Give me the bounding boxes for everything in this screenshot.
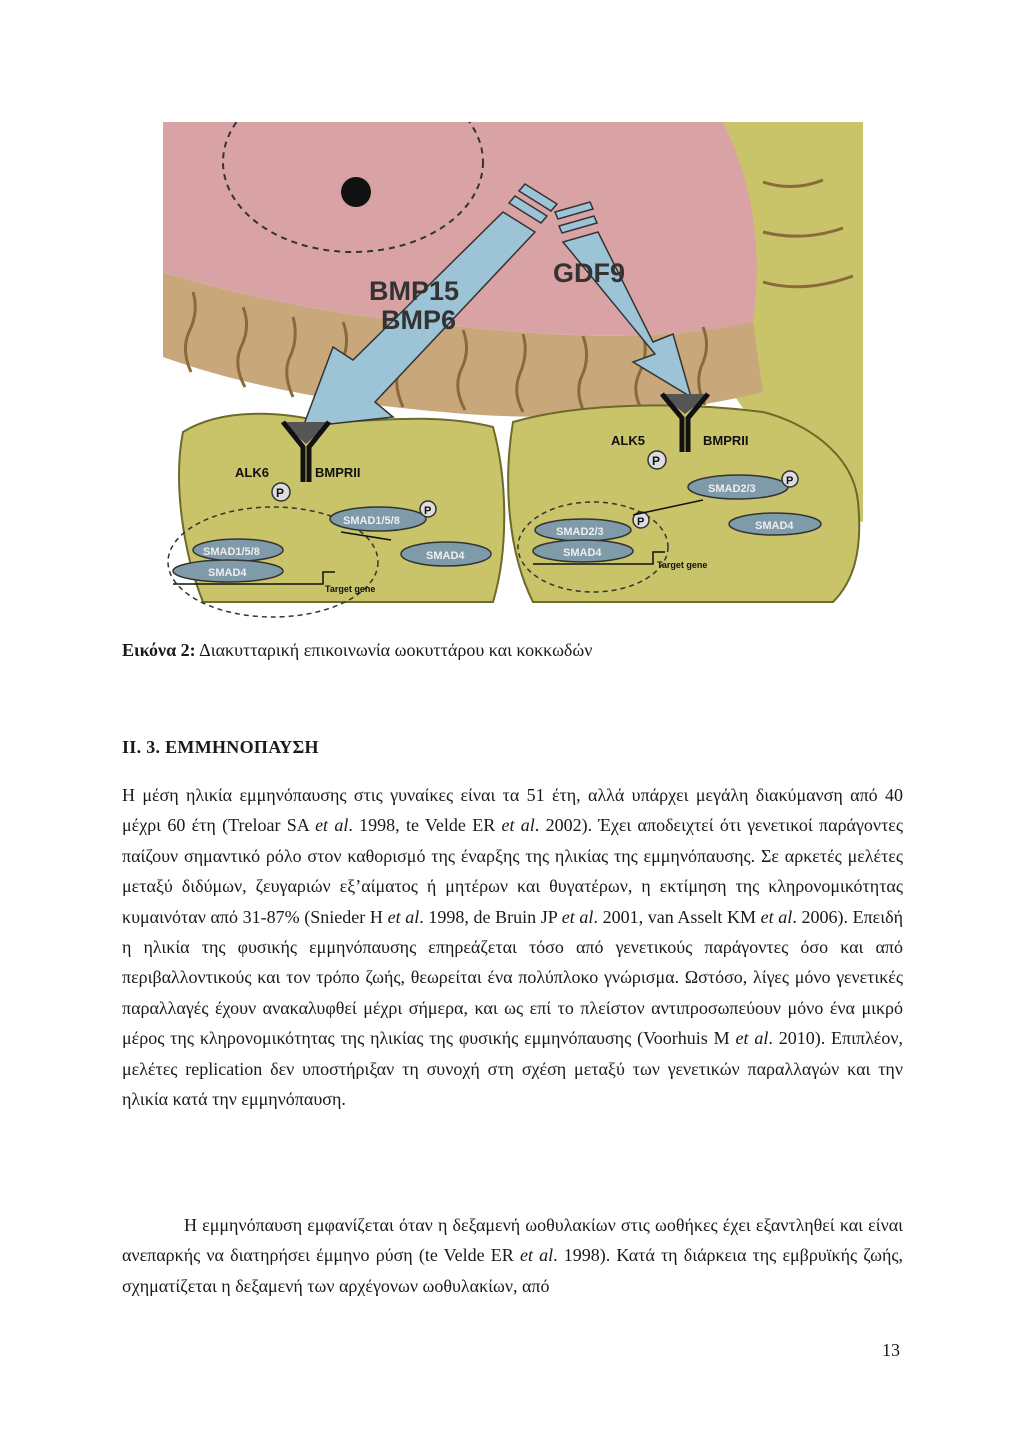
et-al: et al <box>561 906 594 927</box>
label-bmp15: BMP15 <box>369 276 460 306</box>
smad4-right-cytoplasm: SMAD4 <box>755 520 794 532</box>
paragraph-1 <box>122 780 903 1114</box>
paragraph-1-text: . 2010). Επιπλέον, μελέτες replication δεν υποστήριξαν τη συνοχή στη σχέση μεταξύ των γενετικών παραλλαγών και την ηλικία κατά την εμμηνόπαυση. <box>122 1028 903 1110</box>
smad158-nucleus: SMAD1/5/8 <box>203 546 260 558</box>
page-number: 13 <box>882 1340 900 1360</box>
smad4-left-cytoplasm: SMAD4 <box>426 550 465 562</box>
et-al: et al <box>519 1245 554 1266</box>
paragraph-1-text: . 1998, de Bruin JP <box>419 906 562 927</box>
nucleolus <box>341 177 371 207</box>
et-al: et al <box>760 906 793 927</box>
target-gene-right: Target gene <box>657 560 708 570</box>
label-bmp6: BMP6 <box>381 305 457 335</box>
smad23-nucleus: SMAD2/3 <box>556 526 604 538</box>
caption-label: Εικόνα 2: <box>122 640 196 660</box>
oocyte-granulosa-signaling-figure <box>163 122 863 618</box>
paragraph-2-text: . 1998). Κατά τη διάρκεια της εμβρυϊκής ζωής, σχηματίζεται η δεξαμενή των αρχέγονων ωοθυλακίων, από <box>122 1245 903 1296</box>
et-al: et al <box>315 815 349 836</box>
p-badge-alk5: P <box>652 454 661 468</box>
p-badge-alk6: P <box>276 486 285 500</box>
p-badge-smad158: P <box>424 505 432 517</box>
smad23-cytoplasm: SMAD2/3 <box>708 483 756 495</box>
label-gdf9: GDF9 <box>553 258 626 288</box>
paragraph-1-text: Η μέση ηλικία εμμηνόπαυσης στις γυναίκες είναι τα 51 έτη, αλλά υπάρχει μεγάλη διακύμανση από 40 μέχρι 60 έτη (Treloar SA <box>122 785 903 836</box>
paragraph-1-text: . 2001, van Asselt KM <box>593 906 761 927</box>
paragraph-1-text: . 2006). Επειδή η ηλικία της φυσικής εμμηνόπαυσης επηρεάζεται τόσο από γενετικούς παράγοντες όσο και από περιβαλλοντικούς και τον τρόπο ζωής, θεωρείται ένα πολύπλοκο γνώρισμα. Ωστόσο, λίγες μόνο γενετικές παραλλαγές έχουν ανακαλυφθεί μέχρι σήμερα, και ως επί το πλείστον αντιπροσωπεύουν μόνο ένα μικρό μέρος της κληρονομικότητας της ηλικίας της φυσικής εμμηνόπαυσης (Voorhuis M <box>122 906 903 1049</box>
label-alk6: ALK6 <box>235 465 269 480</box>
label-bmprii-left: BMPRII <box>315 465 361 480</box>
label-bmprii-right: BMPRII <box>703 433 749 448</box>
et-al: et al <box>735 1028 769 1049</box>
paragraph-1-text: . 1998, te Velde ER <box>348 815 502 836</box>
section-heading: II. 3. ΕΜΜΗΝΟΠΑΥΣΗ <box>122 737 319 757</box>
smad4-right-nucleus: SMAD4 <box>563 547 602 559</box>
et-al: et al <box>387 906 420 927</box>
paragraph-2 <box>122 1210 903 1301</box>
p-badge-smad23: P <box>786 475 794 487</box>
smad4-left-nucleus: SMAD4 <box>208 567 247 579</box>
figure-caption <box>122 640 592 661</box>
smad158-cytoplasm: SMAD1/5/8 <box>343 515 400 527</box>
paragraph-1-text: . 2002). Έχει αποδειχτεί ότι γενετικοί παράγοντες παίζουν σημαντικό ρόλο στον καθορισμό της έναρξης της ηλικίας της εμμηνόπαυσης. Σε αρκετές μελέτες μεταξύ διδύμων, ζευγαριών εξ’αίματος ή μητέρων και θυγατέρων, η εκτίμηση της κληρονομικότητας κυμαινόταν από 31-87% (Snieder H <box>122 815 903 927</box>
et-al: et al <box>501 815 535 836</box>
target-gene-left: Target gene <box>325 584 376 594</box>
caption-text: Διακυτταρική επικοινωνία ωοκυττάρου και κοκκωδών <box>195 640 593 660</box>
paragraph-2-text: Η εμμηνόπαυση εμφανίζεται όταν η δεξαμενή ωοθυλακίων στις ωοθήκες έχει εξαντληθεί και είναι ανεπαρκής να διατηρήσει έμμηνο ρύση (te Velde ER <box>122 1215 903 1266</box>
label-alk5: ALK5 <box>611 433 645 448</box>
p-badge-smad23-nucleus: P <box>637 516 645 528</box>
